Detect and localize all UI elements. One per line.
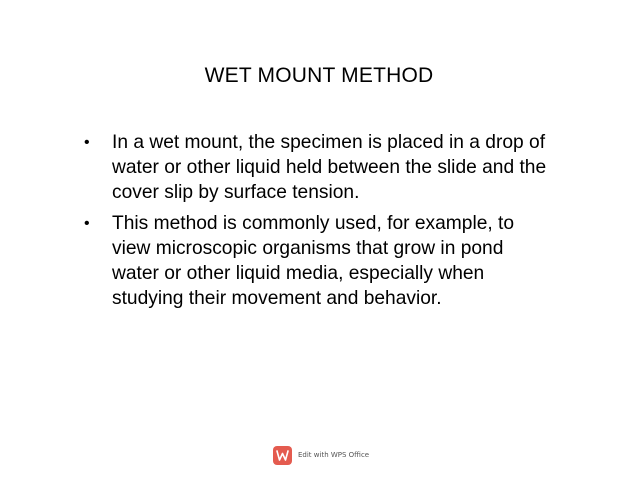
- slide-title: WET MOUNT METHOD: [204, 64, 434, 87]
- wps-office-logo-icon: [273, 446, 292, 465]
- bullet-marker: •: [84, 134, 90, 151]
- bullet-list: [84, 130, 554, 317]
- bullet-text-2: This method is commonly used, for example, to view microscopic organisms that grow in pond water or other liquid media, especially when studying their movement and behavior.: [112, 213, 515, 309]
- bullet-marker: •: [84, 215, 90, 232]
- wps-edit-banner[interactable]: [273, 445, 369, 465]
- bullet-item-2: [84, 211, 554, 311]
- bullet-text-1: In a wet mount, the specimen is placed in a drop of water or other liquid held between the slide and the cover slip by surface tension.: [112, 132, 547, 203]
- bullet-item-1: [84, 130, 554, 205]
- wps-edit-label[interactable]: Edit with WPS Office: [298, 451, 370, 459]
